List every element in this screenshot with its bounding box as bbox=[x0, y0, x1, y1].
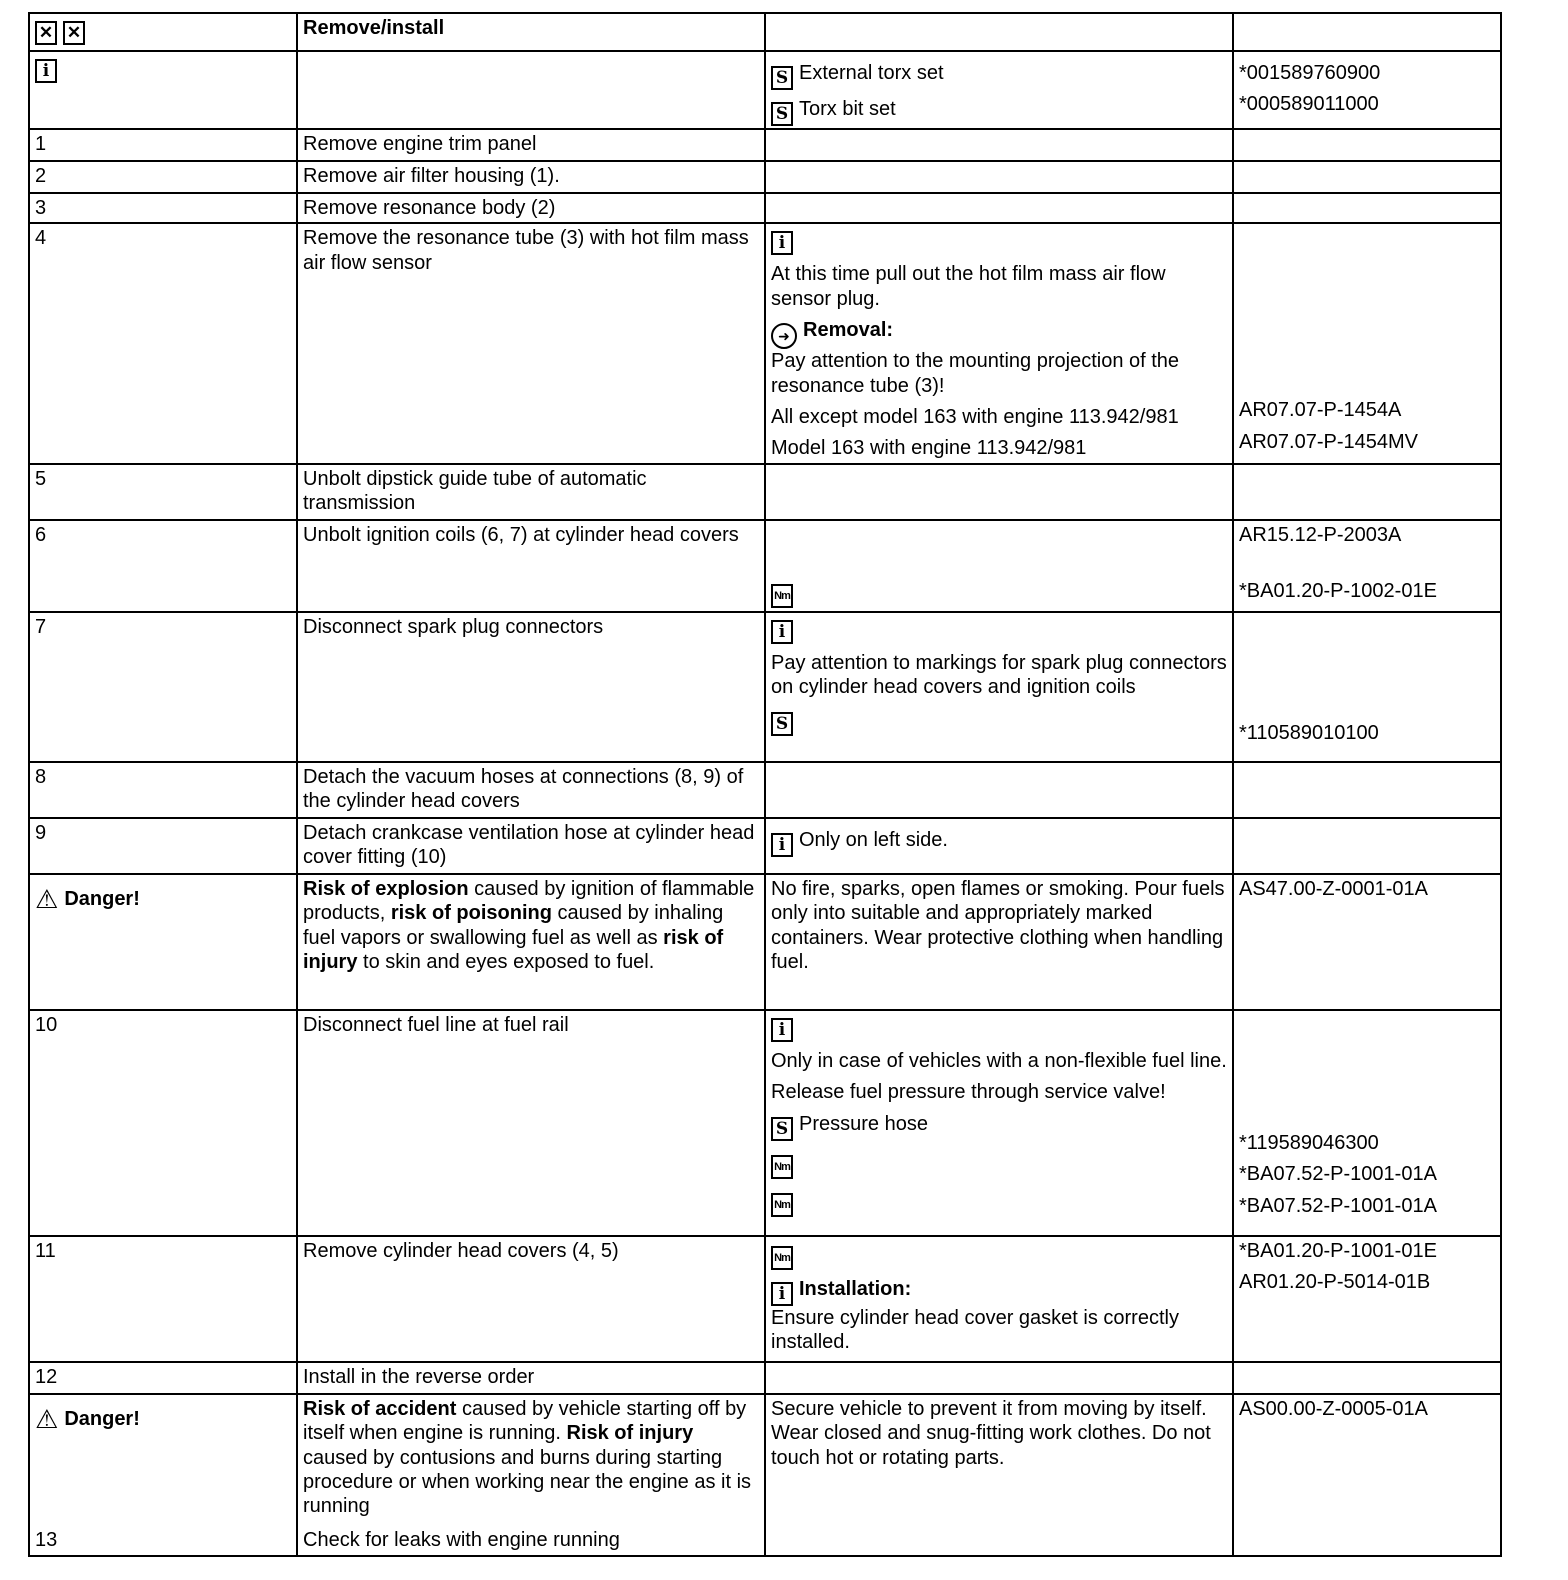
tool-ref[interactable]: *110589010100 bbox=[1239, 721, 1379, 744]
header-row bbox=[29, 13, 1501, 51]
removal-icon: ➜ bbox=[771, 323, 797, 349]
doc-ref[interactable]: AR01.20-P-5014-01B bbox=[1239, 1271, 1431, 1294]
tool-label: Pressure hose bbox=[799, 1112, 928, 1135]
collapse-icon[interactable]: ✕ bbox=[63, 21, 85, 45]
step-number: 13 bbox=[35, 1529, 58, 1552]
installation-label: Installation: bbox=[799, 1277, 912, 1300]
step-number: 1 bbox=[29, 129, 297, 161]
tool-icon: S bbox=[771, 102, 793, 126]
step-note: Only on left side. bbox=[799, 828, 948, 851]
step-text: Remove cylinder head covers (4, 5) bbox=[297, 1236, 765, 1362]
step-note: Pay attention to markings for spark plug connectors on cylinder head covers and ignition coils bbox=[771, 651, 1227, 699]
info-icon: i bbox=[771, 1282, 793, 1306]
doc-ref[interactable]: *BA07.52-P-1001-01A bbox=[1239, 1194, 1437, 1217]
model-note: Model 163 with engine 113.942/981 bbox=[771, 437, 1087, 460]
step-number: 4 bbox=[29, 223, 297, 463]
step-row bbox=[29, 1362, 1501, 1394]
tool-ref[interactable]: *000589011000 bbox=[1239, 93, 1379, 116]
tool-icon: S bbox=[771, 712, 793, 736]
danger-note: Secure vehicle to prevent it from moving by itself. Wear closed and snug-fitting work clothes. Do not touch hot or rotating parts. bbox=[765, 1394, 1233, 1556]
torque-icon: Nm bbox=[771, 1155, 793, 1179]
danger-note: No fire, sparks, open flames or smoking. Pour fuels only into suitable and appropriately marked containers. Wear protective clothing when handling fuel. bbox=[765, 874, 1233, 1010]
tool-icon: S bbox=[771, 1117, 793, 1141]
doc-ref[interactable]: AR07.07-P-1454MV bbox=[1239, 430, 1418, 453]
step-row bbox=[29, 129, 1501, 161]
expand-icon[interactable]: ✕ bbox=[35, 21, 57, 45]
step-number: 2 bbox=[29, 161, 297, 193]
doc-ref[interactable]: AR15.12-P-2003A bbox=[1239, 523, 1402, 546]
model-note: All except model 163 with engine 113.942/981 bbox=[771, 405, 1179, 428]
doc-ref[interactable]: *BA01.20-P-1002-01E bbox=[1239, 580, 1437, 603]
step-text: Check for leaks with engine running bbox=[303, 1529, 620, 1552]
step-row bbox=[29, 161, 1501, 193]
doc-ref[interactable]: AS00.00-Z-0005-01A bbox=[1233, 1394, 1501, 1556]
step-text: Install in the reverse order bbox=[297, 1362, 765, 1394]
danger-text: Risk of explosion caused by ignition of flammable products, risk of poisoning caused by inhaling fuel vapors or swallowing fuel as well as risk of injury to skin and eyes exposed to fuel. bbox=[297, 874, 765, 1010]
step-number: 6 bbox=[29, 520, 297, 612]
step-row bbox=[29, 520, 1501, 612]
header-title: Remove/install bbox=[297, 13, 765, 51]
danger-row bbox=[29, 1394, 1501, 1556]
step-row bbox=[29, 1236, 1501, 1362]
step-text: Remove air filter housing (1). bbox=[297, 161, 765, 193]
tool-icon: S bbox=[771, 66, 793, 90]
step-text: Unbolt dipstick guide tube of automatic transmission bbox=[297, 464, 765, 520]
step-row bbox=[29, 193, 1501, 223]
info-icon: i bbox=[771, 231, 793, 255]
step-row bbox=[29, 1010, 1501, 1236]
step-note: At this time pull out the hot film mass air flow sensor plug. bbox=[771, 263, 1166, 310]
step-number: 11 bbox=[29, 1236, 297, 1362]
torque-icon: Nm bbox=[771, 1246, 793, 1270]
info-icon: i bbox=[35, 59, 57, 83]
step-number: 8 bbox=[29, 762, 297, 818]
danger-label: Danger! bbox=[64, 1407, 140, 1430]
doc-ref[interactable]: AS47.00-Z-0001-01A bbox=[1233, 874, 1501, 1010]
tool-label: External torx set bbox=[799, 62, 944, 84]
step-text: Unbolt ignition coils (6, 7) at cylinder head covers bbox=[297, 520, 765, 612]
step-number: 9 bbox=[29, 818, 297, 874]
doc-ref[interactable]: *BA01.20-P-1001-01E bbox=[1239, 1239, 1437, 1262]
step-note: Pay attention to the mounting projection of the resonance tube (3)! bbox=[771, 350, 1180, 397]
doc-ref[interactable]: *BA07.52-P-1001-01A bbox=[1239, 1163, 1437, 1186]
step-row bbox=[29, 464, 1501, 520]
step-text: Remove the resonance tube (3) with hot film mass air flow sensor bbox=[297, 223, 765, 463]
step-text: Detach the vacuum hoses at connections (8, 9) of the cylinder head covers bbox=[297, 762, 765, 818]
step-number: 10 bbox=[29, 1010, 297, 1236]
doc-ref[interactable]: AR07.07-P-1454A bbox=[1239, 399, 1402, 422]
step-number: 3 bbox=[29, 193, 297, 223]
danger-label: Danger! bbox=[64, 887, 140, 910]
torque-icon: Nm bbox=[771, 1193, 793, 1217]
tool-label: Torx bit set bbox=[799, 98, 896, 120]
step-text: Remove engine trim panel bbox=[297, 129, 765, 161]
step-row bbox=[29, 818, 1501, 874]
danger-row bbox=[29, 874, 1501, 1010]
step-text: Disconnect fuel line at fuel rail bbox=[297, 1010, 765, 1236]
step-row bbox=[29, 762, 1501, 818]
tool-ref[interactable]: *001589760900 bbox=[1239, 62, 1381, 84]
warning-icon: ⚠ bbox=[35, 1403, 59, 1434]
info-icon: i bbox=[771, 1018, 793, 1042]
step-number: 7 bbox=[29, 612, 297, 762]
tools-row bbox=[29, 51, 1501, 129]
step-note: Only in case of vehicles with a non-flexible fuel line. bbox=[771, 1049, 1227, 1072]
step-row bbox=[29, 612, 1501, 762]
info-icon: i bbox=[771, 620, 793, 644]
step-number: 12 bbox=[29, 1362, 297, 1394]
torque-icon: Nm bbox=[771, 584, 793, 608]
step-note: Ensure cylinder head cover gasket is correctly installed. bbox=[771, 1306, 1179, 1354]
procedure-table bbox=[28, 12, 1502, 1557]
step-row bbox=[29, 223, 1501, 463]
danger-text: Risk of accident caused by vehicle starting off by itself when engine is running. Risk of injury caused by contusions and burns during starting procedure or when working near the engine as it is running bbox=[303, 1397, 752, 1518]
step-text: Disconnect spark plug connectors bbox=[297, 612, 765, 762]
step-number: 5 bbox=[29, 464, 297, 520]
info-icon: i bbox=[771, 833, 793, 857]
removal-label: Removal: bbox=[803, 319, 894, 342]
step-note: Release fuel pressure through service valve! bbox=[771, 1081, 1166, 1104]
step-text: Remove resonance body (2) bbox=[297, 193, 765, 223]
warning-icon: ⚠ bbox=[35, 883, 59, 914]
step-text: Detach crankcase ventilation hose at cylinder head cover fitting (10) bbox=[297, 818, 765, 874]
tool-ref[interactable]: *119589046300 bbox=[1239, 1131, 1379, 1154]
